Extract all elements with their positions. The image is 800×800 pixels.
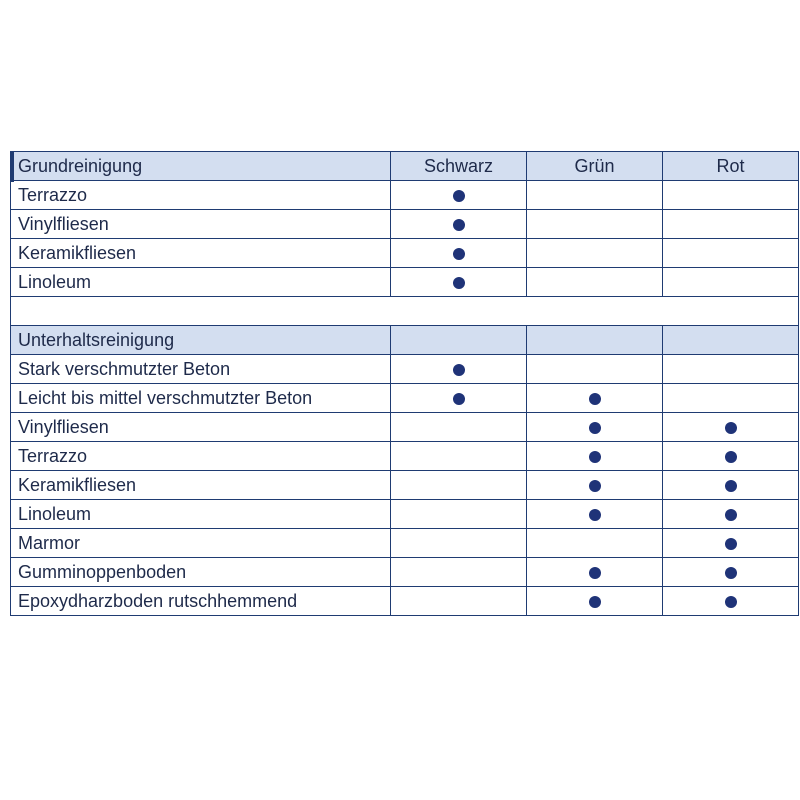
- cell-gruen: [527, 587, 663, 616]
- cell-rot: [663, 471, 799, 500]
- cell-gruen: [527, 268, 663, 297]
- cell-schwarz: [391, 210, 527, 239]
- cell-rot: [663, 442, 799, 471]
- cell-rot: [663, 210, 799, 239]
- cell-gruen: [527, 413, 663, 442]
- row-label: Vinylfliesen: [11, 210, 391, 239]
- section-title: Unterhaltsreinigung: [11, 326, 391, 355]
- table-row: [11, 384, 799, 413]
- cell-schwarz: [391, 442, 527, 471]
- cell-schwarz: [391, 413, 527, 442]
- row-label: Leicht bis mittel verschmutzter Beton: [11, 384, 391, 413]
- section-header-empty-cell: [527, 326, 663, 355]
- cell-schwarz: [391, 500, 527, 529]
- cell-rot: [663, 268, 799, 297]
- spacer-row: [11, 297, 799, 326]
- row-label: Terrazzo: [11, 181, 391, 210]
- row-label: Keramikfliesen: [11, 471, 391, 500]
- cell-schwarz: [391, 471, 527, 500]
- bullet-dot-icon: [725, 422, 737, 434]
- cell-gruen: [527, 239, 663, 268]
- bullet-dot-icon: [453, 393, 465, 405]
- table-row: [11, 355, 799, 384]
- table-row: [11, 239, 799, 268]
- bullet-dot-icon: [725, 451, 737, 463]
- bullet-dot-icon: [589, 393, 601, 405]
- section-header-row: [11, 152, 799, 181]
- pad-usage-table-wrapper: [10, 151, 798, 616]
- cell-gruen: [527, 529, 663, 558]
- section-title: Grundreinigung: [11, 152, 391, 181]
- column-header-gruen: Grün: [527, 152, 663, 181]
- cell-rot: [663, 413, 799, 442]
- table-row: [11, 529, 799, 558]
- row-label: Gumminoppenboden: [11, 558, 391, 587]
- bullet-dot-icon: [725, 538, 737, 550]
- bullet-dot-icon: [589, 596, 601, 608]
- section-header-row: [11, 326, 799, 355]
- cell-schwarz: [391, 268, 527, 297]
- cell-schwarz: [391, 587, 527, 616]
- bullet-dot-icon: [725, 596, 737, 608]
- cell-schwarz: [391, 529, 527, 558]
- bullet-dot-icon: [725, 480, 737, 492]
- bullet-dot-icon: [589, 480, 601, 492]
- section-header-empty-cell: [663, 326, 799, 355]
- column-header-schwarz: Schwarz: [391, 152, 527, 181]
- cell-gruen: [527, 442, 663, 471]
- cell-gruen: [527, 500, 663, 529]
- row-label: Marmor: [11, 529, 391, 558]
- cell-rot: [663, 355, 799, 384]
- column-header-rot: Rot: [663, 152, 799, 181]
- row-label: Linoleum: [11, 500, 391, 529]
- row-label: Keramikfliesen: [11, 239, 391, 268]
- cell-schwarz: [391, 239, 527, 268]
- cell-gruen: [527, 181, 663, 210]
- row-label: Linoleum: [11, 268, 391, 297]
- cell-rot: [663, 587, 799, 616]
- table-row: [11, 181, 799, 210]
- bullet-dot-icon: [725, 509, 737, 521]
- table-row: [11, 442, 799, 471]
- row-label: Terrazzo: [11, 442, 391, 471]
- bullet-dot-icon: [453, 364, 465, 376]
- table-row: [11, 210, 799, 239]
- cell-gruen: [527, 210, 663, 239]
- table-row: [11, 413, 799, 442]
- row-label: Stark verschmutzter Beton: [11, 355, 391, 384]
- bullet-dot-icon: [725, 567, 737, 579]
- cell-gruen: [527, 355, 663, 384]
- cell-schwarz: [391, 355, 527, 384]
- table-row: [11, 558, 799, 587]
- spacer-cell: [11, 297, 799, 326]
- cell-rot: [663, 529, 799, 558]
- bullet-dot-icon: [589, 567, 601, 579]
- cell-rot: [663, 384, 799, 413]
- cell-schwarz: [391, 181, 527, 210]
- bullet-dot-icon: [453, 219, 465, 231]
- pad-usage-table: [10, 151, 799, 616]
- cell-rot: [663, 558, 799, 587]
- cell-gruen: [527, 558, 663, 587]
- cell-gruen: [527, 384, 663, 413]
- table-row: [11, 587, 799, 616]
- row-label: Epoxydharzboden rutschhemmend: [11, 587, 391, 616]
- table-row: [11, 500, 799, 529]
- bullet-dot-icon: [589, 509, 601, 521]
- bullet-dot-icon: [589, 422, 601, 434]
- cell-rot: [663, 500, 799, 529]
- bullet-dot-icon: [589, 451, 601, 463]
- cell-schwarz: [391, 558, 527, 587]
- section-header-empty-cell: [391, 326, 527, 355]
- table-row: [11, 268, 799, 297]
- row-label: Vinylfliesen: [11, 413, 391, 442]
- bullet-dot-icon: [453, 277, 465, 289]
- table-body: [11, 152, 799, 616]
- cell-gruen: [527, 471, 663, 500]
- table-row: [11, 471, 799, 500]
- bullet-dot-icon: [453, 190, 465, 202]
- cell-schwarz: [391, 384, 527, 413]
- bullet-dot-icon: [453, 248, 465, 260]
- header-accent-bar: [10, 151, 14, 182]
- cell-rot: [663, 239, 799, 268]
- cell-rot: [663, 181, 799, 210]
